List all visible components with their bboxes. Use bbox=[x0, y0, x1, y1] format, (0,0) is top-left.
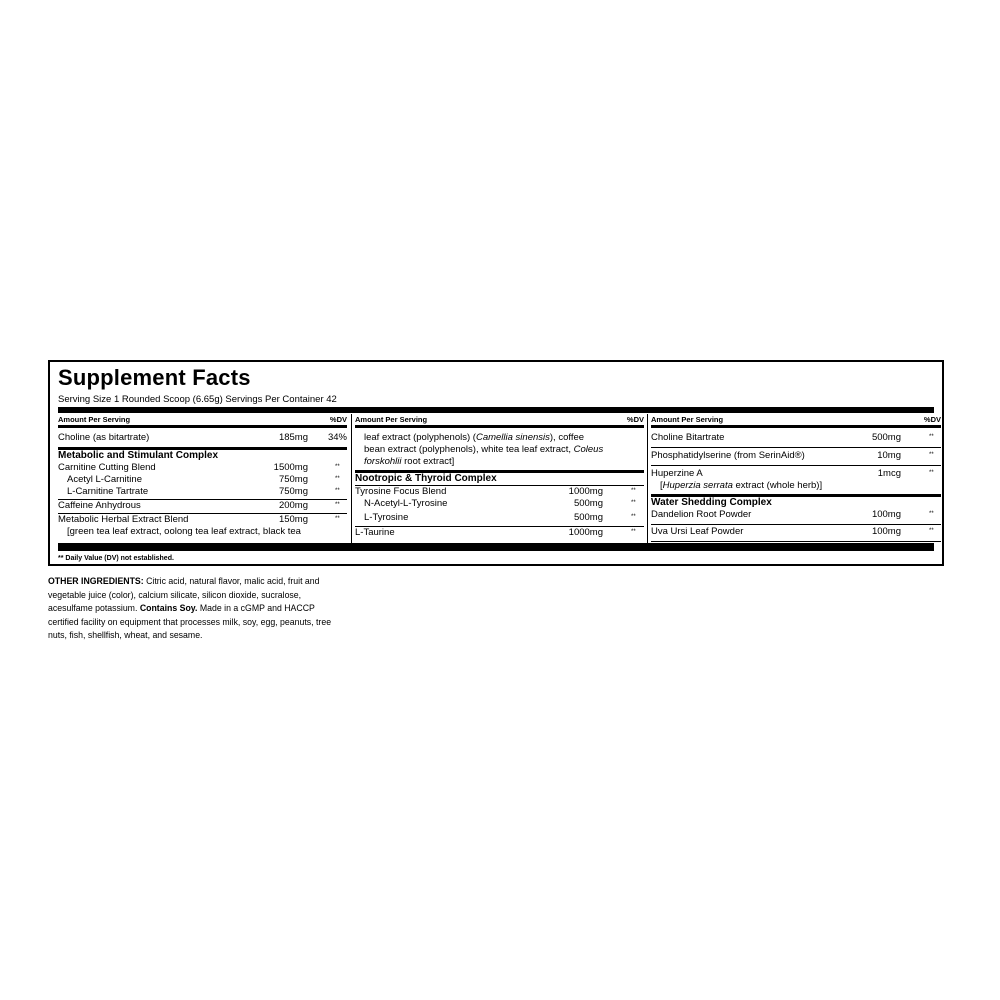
serving-info: Serving Size 1 Rounded Scoop (6.65g) Servings Per Container 42 bbox=[58, 394, 337, 405]
divider bbox=[651, 465, 941, 466]
dv-label: %DV bbox=[923, 415, 941, 424]
column-2 bbox=[351, 414, 644, 549]
nutrient-row-herbal-blend: Metabolic Herbal Extract Blend 150mg ** bbox=[58, 514, 340, 525]
nutrient-row-phosphatidylserine: Phosphatidylserine (from SerinAid®) 10mg ** bbox=[651, 450, 934, 461]
bottom-thick-divider bbox=[58, 543, 934, 551]
column-header bbox=[355, 414, 644, 428]
other-ingredients: OTHER INGREDIENTS: Citric acid, natural flavor, malic acid, fruit and vegetable juice (color), calcium silicate, silicon dioxide, sucralose, acesulfame potassium. Contains Soy. Made in a cGMP and HACCP certified facility on equipment that processes milk, soy, egg, peanuts, tree nuts, fish, shellfish, wheat, and sesame. bbox=[48, 576, 332, 641]
nutrient-row-dandelion: Dandelion Root Powder 100mg ** bbox=[651, 509, 934, 520]
nutrient-row-choline: Choline (as bitartrate) 185mg 34% bbox=[58, 432, 347, 443]
nutrient-row-nac-tyrosine: N-Acetyl-L-Tyrosine 500mg ** bbox=[364, 498, 636, 509]
divider bbox=[651, 541, 941, 542]
footnote: ** Daily Value (DV) not established. bbox=[58, 555, 174, 562]
nutrient-row-taurine: L-Taurine 1000mg ** bbox=[355, 527, 636, 538]
column-header bbox=[651, 414, 941, 428]
divider bbox=[651, 524, 941, 525]
column-1 bbox=[58, 414, 347, 549]
column-3 bbox=[647, 414, 941, 549]
other-ingredients-label: OTHER INGREDIENTS: bbox=[48, 576, 144, 587]
nutrient-row-l-tyrosine: L-Tyrosine 500mg ** bbox=[364, 512, 636, 523]
top-thick-divider bbox=[58, 407, 934, 413]
nutrient-row-carnitine-tartrate: L-Carnitine Tartrate 750mg ** bbox=[67, 486, 340, 497]
section-heading-metabolic: Metabolic and Stimulant Complex bbox=[58, 450, 219, 461]
amount-per-serving-label: Amount Per Serving bbox=[355, 415, 428, 424]
section-heading-nootropic: Nootropic & Thyroid Complex bbox=[355, 473, 497, 484]
nutrient-row-tyrosine-blend: Tyrosine Focus Blend 1000mg ** bbox=[355, 486, 636, 497]
nutrient-row-caffeine: Caffeine Anhydrous 200mg ** bbox=[58, 500, 340, 511]
nutrient-row-carnitine-blend: Carnitine Cutting Blend 1500mg ** bbox=[58, 462, 340, 473]
contains-soy: Contains Soy. bbox=[139, 603, 198, 614]
herbal-blend-description: [green tea leaf extract, oolong tea leaf extract, black tea bbox=[67, 526, 301, 537]
panel-title: Supplement Facts bbox=[58, 365, 251, 390]
amount-per-serving-label: Amount Per Serving bbox=[58, 415, 131, 424]
dv-label: %DV bbox=[329, 415, 347, 424]
huperzine-description: [Huperzia serrata extract (whole herb)] bbox=[660, 480, 823, 491]
dv-label: %DV bbox=[626, 415, 644, 424]
nutrient-row-choline-bitartrate: Choline Bitartrate 500mg ** bbox=[651, 432, 934, 443]
herbal-blend-continued: leaf extract (polyphenols) (Camellia sinensis), coffee bean extract (polyphenols), white tea leaf extract, Coleus forskohlii root extract] bbox=[364, 432, 604, 467]
supplement-facts-panel bbox=[48, 360, 944, 566]
amount-per-serving-label: Amount Per Serving bbox=[651, 415, 724, 424]
nutrient-row-huperzine: Huperzine A 1mcg ** bbox=[651, 468, 934, 479]
column-header bbox=[58, 414, 347, 428]
nutrient-row-uva-ursi: Uva Ursi Leaf Powder 100mg ** bbox=[651, 526, 934, 537]
section-heading-water-shedding: Water Shedding Complex bbox=[651, 497, 772, 508]
nutrient-row-acetyl-carnitine: Acetyl L-Carnitine 750mg ** bbox=[67, 474, 340, 485]
divider bbox=[651, 447, 941, 448]
